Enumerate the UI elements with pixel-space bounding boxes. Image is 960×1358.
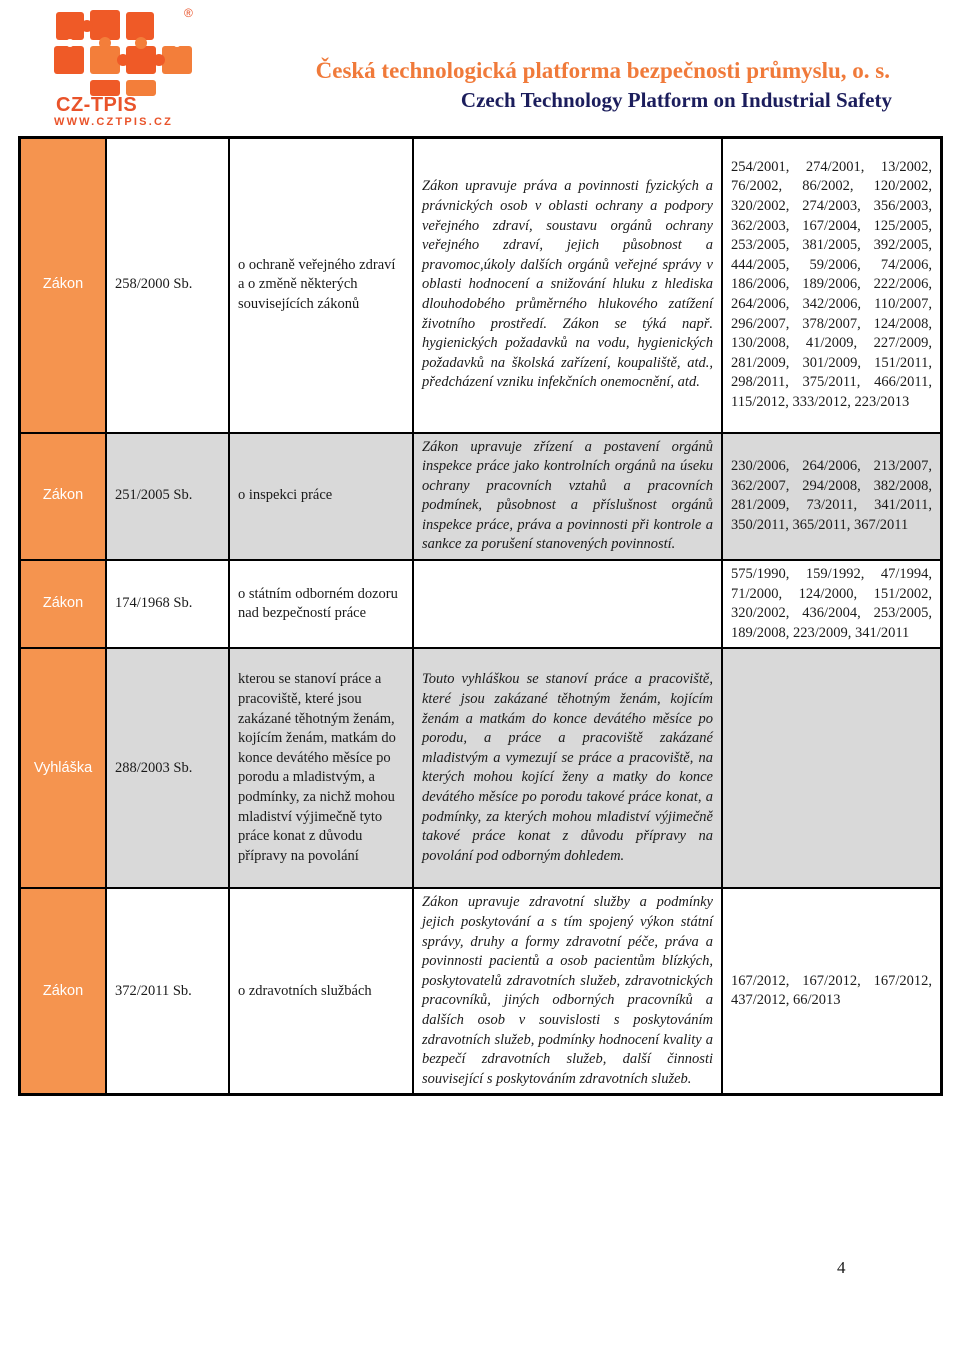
row-type: Vyhláška [20, 648, 107, 888]
row-name: o inspekci práce [229, 433, 413, 561]
row-name: o státním odborném dozoru nad bezpečností práce [229, 560, 413, 648]
row-type: Zákon [20, 560, 107, 648]
header-title-cz: Česká technologická platforma bezpečnosti průmyslu, o. s. [315, 58, 890, 83]
logo-text: CZ-TPIS [56, 94, 138, 116]
row-number: 258/2000 Sb. [106, 138, 229, 433]
header-title-en: Czech Technology Platform on Industrial Safety [460, 88, 892, 112]
row-amendments: 254/2001, 274/2001, 13/2002, 76/2002, 86/2002, 120/2002, 320/2002, 274/2003, 356/2003, 362/2003, 167/2004, 125/2005, 253/2005, 381/2005, 392/2005, 444/2005, 59/2006, 74/2006, 186/2006, 189/2006, 222/2006, 264/2006, 342/2006, 110/2007, 296/2007, 378/2007, 124/2008, 130/2008, 41/2009, 227/2009, 281/2009, 301/2009, 151/2011, 298/2011, 375/2011, 466/2011, 115/2012, 333/2012, 223/2013 [722, 138, 942, 433]
table-row [20, 560, 942, 648]
row-description: Touto vyhláškou se stanoví práce a pracoviště, které jsou zakázané těhotným ženám, kojícím ženám a matkám do konce devátého měsíce po porodu, a práce a pracoviště zakázané mladistvým a vymezují se práce a pracoviště, na kterých mohou kojící ženy a matky do konce devátého měsíce po porodu takové práce konat, a podmínky, za kterých mohou mladiství výjimečně takové práce konat z důvodu přípravy na povolání pod odborným dohledem. [413, 648, 722, 888]
row-type: Zákon [20, 888, 107, 1094]
row-amendments: 230/2006, 264/2006, 213/2007, 362/2007, 294/2008, 382/2008, 281/2009, 73/2011, 341/2011, 350/2011, 365/2011, 367/2011 [722, 433, 942, 561]
logo-url: WWW.CZTPIS.CZ [54, 116, 174, 128]
row-description: Zákon upravuje zřízení a postavení orgánů inspekce práce jako kontrolních orgánů na úseku ochrany pracovních vztahů a pracovních podmínek, působnost a příslušnost orgánů inspekce práce, práva a povinnosti při kontrole a sankce za porušení stanovených povinností. [413, 433, 722, 561]
row-amendments [722, 648, 942, 888]
row-number: 174/1968 Sb. [106, 560, 229, 648]
row-name: kterou se stanoví práce a pracoviště, které jsou zakázané těhotným ženám, kojícím ženám, matkám do konce devátého měsíce po porodu a mladistvým, a podmínky, za nichž mohou mladiství výjimečně tyto práce konat z důvodu přípravy na povolání [229, 648, 413, 888]
table-row [20, 888, 942, 1094]
row-name: o ochraně veřejného zdraví a o změně některých souvisejících zákonů [229, 138, 413, 433]
row-description: Zákon upravuje zdravotní služby a podmínky jejich poskytování a s tím spojený výkon státní správy, druhy a formy zdravotní péče, práva a povinnosti pacientů a osob pacientům blízkých, poskytovatelů zdravotních služeb, zdravotnických pracovníků, jiných odborných pracovníků a dalších osob v souvislosti s poskytováním zdravotních služeb, podmínky hodnocení kvality a bezpečí zdravotních služeb, další činnosti související s poskytováním zdravotních služeb. [413, 888, 722, 1094]
row-number: 372/2011 Sb. [106, 888, 229, 1094]
row-amendments: 575/1990, 159/1992, 47/1994, 71/2000, 124/2000, 151/2002, 320/2002, 436/2004, 253/2005, 189/2008, 223/2009, 341/2011 [722, 560, 942, 648]
registered-mark: ® [184, 6, 193, 20]
row-type: Zákon [20, 433, 107, 561]
row-number: 288/2003 Sb. [106, 648, 229, 888]
table-row [20, 433, 942, 561]
row-type: Zákon [20, 138, 107, 433]
regulations-table [18, 136, 943, 1096]
row-number: 251/2005 Sb. [106, 433, 229, 561]
row-amendments: 167/2012, 167/2012, 167/2012, 437/2012, 66/2013 [722, 888, 942, 1094]
row-description: Zákon upravuje práva a povinnosti fyzických a právnických osob v oblasti ochrany a podpory veřejného zdraví, soustavu orgánů ochrany veřejného zdraví, jejich působnost a pravomoc,úkoly dalších orgánů veřejné správy v oblasti hodnocení a snižování hluku z hlediska dlouhodobého průměrného hlukového zatížení životního prostředí. Zákon se týká např. hygienických požadavků na vodu, hygienických požadavků na školská zařízení, koupaliště, atd., předcházení vzniku infekčních onemocnění, atd. [413, 138, 722, 433]
table-row [20, 138, 942, 433]
row-name: o zdravotních službách [229, 888, 413, 1094]
table-row [20, 648, 942, 888]
row-description [413, 560, 722, 648]
page-number: 4 [837, 1258, 846, 1277]
